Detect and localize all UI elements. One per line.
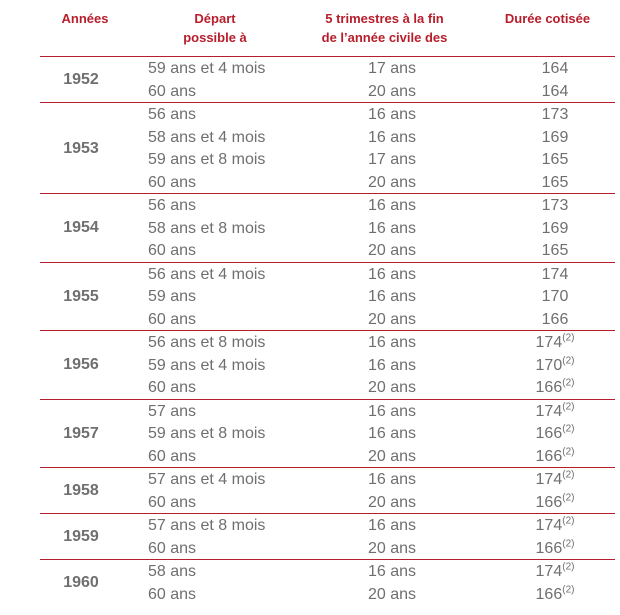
cell-trimestres: 20 ans — [367, 379, 417, 396]
year-label: 1958 — [63, 482, 99, 499]
cell-trimestres: 16 ans — [367, 517, 417, 534]
cell-trimestres: 20 ans — [367, 539, 417, 557]
cell-duree — [510, 288, 600, 306]
cell-depart: 60 ans — [148, 493, 197, 511]
table-row — [40, 172, 615, 195]
cell-duree — [510, 379, 600, 397]
footnote-marker: (2) — [562, 423, 575, 435]
header-depart: Départ possible à — [183, 11, 247, 45]
cell-trimestres: 16 ans — [367, 265, 417, 283]
duree-value: 174 — [535, 402, 563, 420]
duree-value: 174 — [535, 334, 563, 351]
cell-trimestres: 16 ans — [367, 128, 417, 146]
year-group — [40, 330, 615, 400]
year-label: 1952 — [63, 71, 99, 88]
footnote-marker: (2) — [562, 469, 575, 481]
duree-value: 164 — [541, 82, 569, 100]
cell-depart: 60 ans — [148, 539, 197, 557]
year-label: 1959 — [63, 528, 99, 545]
footnote-marker: (2) — [562, 446, 575, 458]
cell-duree — [510, 471, 600, 489]
table-row — [40, 377, 615, 400]
cell-depart: 60 ans — [148, 310, 197, 328]
cell-trimestres: 16 ans — [367, 197, 417, 214]
cell-trimestres: 17 ans — [367, 151, 417, 168]
duree-value: 174 — [541, 265, 569, 283]
cell-depart: 60 ans — [148, 173, 197, 191]
header-trimestres: 5 trimestres à la fin de l’année civile des — [321, 11, 448, 45]
footnote-marker: (2) — [562, 377, 575, 389]
table-row — [40, 355, 615, 378]
footnote-marker: (2) — [562, 492, 575, 504]
duree-value: 169 — [541, 219, 569, 237]
duree-value: 169 — [541, 128, 569, 146]
year-label: 1960 — [63, 574, 99, 591]
duree-value: 166 — [541, 310, 569, 328]
cell-trimestres: 16 ans — [367, 334, 417, 351]
table-row — [40, 446, 615, 469]
cell-trimestres: 16 ans — [367, 356, 417, 374]
footnote-marker: (2) — [562, 332, 575, 344]
header-duree: Durée cotisée — [504, 11, 591, 26]
cell-duree — [510, 311, 600, 329]
cell-duree — [510, 129, 600, 147]
cell-depart: 59 ans et 4 mois — [148, 356, 266, 374]
year-group — [40, 559, 615, 606]
cell-trimestres: 16 ans — [367, 563, 417, 580]
cell-depart: 56 ans et 8 mois — [148, 334, 266, 351]
duree-value: 166 — [535, 539, 563, 557]
cell-depart: 59 ans — [148, 288, 197, 305]
table-row — [40, 81, 615, 104]
cell-depart: 56 ans et 4 mois — [148, 265, 266, 283]
footnote-marker: (2) — [562, 515, 575, 527]
duree-value: 166 — [535, 493, 563, 511]
cell-trimestres: 16 ans — [367, 402, 417, 420]
duree-value: 174 — [535, 563, 563, 580]
cell-depart: 56 ans — [148, 197, 197, 214]
table-row — [40, 286, 615, 309]
cell-duree — [510, 220, 600, 238]
year-group — [40, 467, 615, 514]
cell-depart: 60 ans — [148, 379, 197, 396]
footnote-marker: (2) — [562, 561, 575, 573]
cell-duree — [510, 242, 600, 260]
year-group — [40, 399, 615, 469]
table-row — [40, 104, 615, 127]
duree-value: 173 — [541, 106, 569, 123]
year-label: 1954 — [63, 219, 99, 237]
table-row — [40, 515, 615, 538]
cell-trimestres: 20 ans — [367, 310, 417, 328]
cell-trimestres: 20 ans — [367, 242, 417, 259]
header-annees: Années — [61, 11, 109, 26]
table-row — [40, 195, 615, 218]
cell-duree — [510, 357, 600, 375]
table-row — [40, 538, 615, 561]
cell-depart: 60 ans — [148, 447, 197, 465]
cell-trimestres: 16 ans — [367, 471, 417, 488]
cell-trimestres: 20 ans — [367, 585, 417, 603]
duree-value: 165 — [541, 242, 569, 259]
cell-duree — [510, 266, 600, 284]
table-row — [40, 240, 615, 263]
cell-duree — [510, 197, 600, 215]
duree-value: 170 — [535, 356, 563, 374]
table-row — [40, 218, 615, 241]
year-group — [40, 193, 615, 263]
table-row — [40, 584, 615, 607]
cell-depart: 57 ans et 8 mois — [148, 517, 266, 534]
duree-value: 166 — [535, 425, 563, 442]
cell-depart: 60 ans — [148, 585, 197, 603]
cell-trimestres: 16 ans — [367, 288, 417, 305]
cell-duree — [510, 586, 600, 604]
table-row — [40, 423, 615, 446]
table-row — [40, 264, 615, 287]
year-group — [40, 56, 615, 103]
cell-duree — [510, 60, 600, 78]
cell-duree — [510, 83, 600, 101]
year-group — [40, 102, 615, 194]
cell-depart: 56 ans — [148, 106, 197, 123]
cell-duree — [510, 563, 600, 581]
cell-depart: 57 ans — [148, 402, 197, 420]
duree-value: 166 — [535, 447, 563, 465]
cell-depart: 58 ans et 8 mois — [148, 219, 266, 237]
footnote-marker: (2) — [562, 401, 575, 413]
duree-value: 165 — [541, 173, 569, 191]
cell-duree — [510, 517, 600, 535]
footnote-marker: (2) — [562, 584, 575, 596]
cell-trimestres: 20 ans — [367, 493, 417, 511]
cell-duree — [510, 334, 600, 352]
cell-depart: 58 ans et 4 mois — [148, 128, 266, 146]
duree-value: 170 — [541, 288, 569, 305]
year-group — [40, 262, 615, 332]
cell-duree — [510, 151, 600, 169]
cell-trimestres: 20 ans — [367, 173, 417, 191]
cell-duree — [510, 448, 600, 466]
duree-value: 166 — [535, 585, 563, 603]
table-row — [40, 127, 615, 150]
duree-value: 174 — [535, 471, 563, 488]
table-row — [40, 332, 615, 355]
footnote-marker: (2) — [562, 355, 575, 367]
duree-value: 166 — [535, 379, 563, 396]
year-label: 1957 — [63, 424, 99, 442]
cell-depart: 59 ans et 8 mois — [148, 425, 266, 442]
cell-trimestres: 20 ans — [367, 447, 417, 465]
cell-depart: 58 ans — [148, 563, 197, 580]
duree-value: 165 — [541, 151, 569, 168]
year-label: 1953 — [63, 139, 99, 157]
cell-duree — [510, 425, 600, 443]
table-row — [40, 149, 615, 172]
cell-duree — [510, 540, 600, 558]
table-row — [40, 561, 615, 584]
cell-trimestres: 16 ans — [367, 219, 417, 237]
duree-value: 164 — [541, 60, 569, 77]
cell-trimestres: 20 ans — [367, 82, 417, 100]
cell-depart: 57 ans et 4 mois — [148, 471, 266, 488]
cell-trimestres: 16 ans — [367, 425, 417, 442]
cell-duree — [510, 174, 600, 192]
footnote-marker: (2) — [562, 538, 575, 550]
cell-duree — [510, 106, 600, 124]
cell-depart: 60 ans — [148, 242, 197, 259]
table-row — [40, 309, 615, 332]
cell-trimestres: 17 ans — [367, 60, 417, 77]
duree-value: 174 — [535, 517, 563, 534]
cell-depart: 59 ans et 8 mois — [148, 151, 266, 168]
table-row — [40, 469, 615, 492]
cell-trimestres: 16 ans — [367, 106, 417, 123]
year-label: 1956 — [63, 356, 99, 374]
table-row — [40, 492, 615, 515]
year-label: 1955 — [63, 287, 99, 305]
year-group — [40, 513, 615, 560]
cell-depart: 60 ans — [148, 82, 197, 100]
table-row — [40, 401, 615, 424]
cell-duree — [510, 494, 600, 512]
duree-value: 173 — [541, 197, 569, 214]
cell-depart: 59 ans et 4 mois — [148, 60, 266, 77]
cell-duree — [510, 403, 600, 421]
table-row — [40, 58, 615, 81]
